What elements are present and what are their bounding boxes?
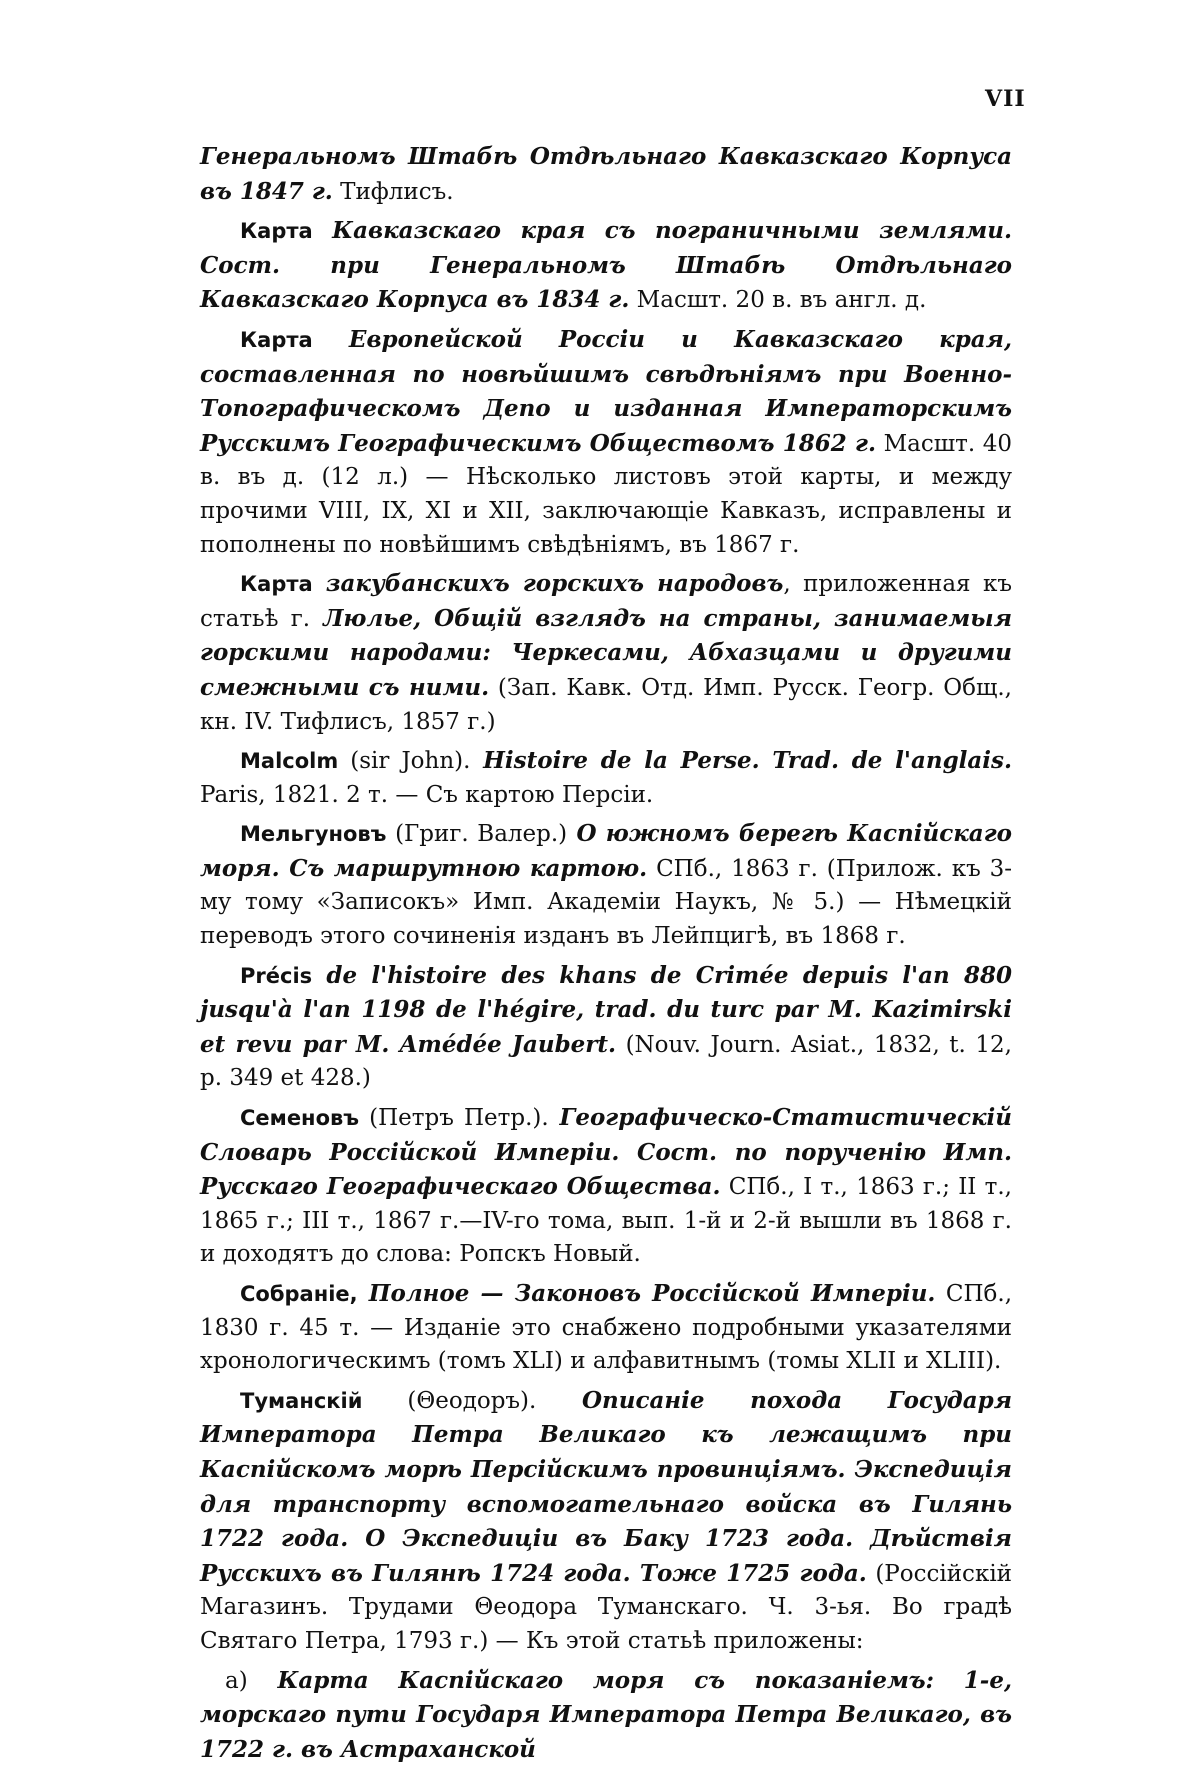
bibliography-entry <box>200 1384 1012 1659</box>
entry-title-italic: Кавказскаго края съ пограничными землями. Сост. при Генеральномъ Штабѣ Отдѣльнаго Кавказскаго Корпуса въ 1834 г. <box>200 217 1012 314</box>
entry-heading: Карта <box>240 219 313 244</box>
entry-text: Масшт. 20 в. въ англ. д. <box>629 287 927 314</box>
entry-title-italic: Карта Каспійскаго моря съ показаніемъ: 1-е, морскаго пути Государя Императора Петра Великаго, въ 1722 г. въ Астраханской <box>200 1666 1012 1763</box>
entry-heading: Собраніе, <box>240 1282 358 1306</box>
bibliography-text <box>200 140 1012 1767</box>
entry-heading: Туманскій <box>240 1388 363 1413</box>
entry-title-italic: Европейской Россіи и Кавказскаго края, составленная по новѣйшимъ свѣдѣніямъ при Военно-Топографическомъ Депо и изданная Императорскимъ Русскимъ Географическимъ Обществомъ 1862 г. <box>200 325 1012 457</box>
entry-title-italic: Генеральномъ Штабѣ Отдѣльнаго Кавказскаго Корпуса въ 1847 г. <box>200 143 1012 205</box>
entry-text: Paris, 1821. 2 т. — Съ картою Персіи. <box>200 781 654 808</box>
entry-title-italic: закубанскихъ горскихъ народовъ <box>312 570 784 598</box>
entry-title-italic: Полное — Законовъ Россійской Имперіи. <box>357 1280 936 1307</box>
entry-title-italic: de l'histoire des khans de Crimée depuis l'an 880 jusqu'à l'an 1198 de l'hégire, trad. du turc par M. Kazimirski et revu par M. Amédée Jaubert. <box>200 961 1012 1058</box>
entry-text: , приложенная къ статьѣ г. <box>200 571 1013 632</box>
entry-text: а) <box>225 1667 248 1694</box>
entry-text: Масшт. 40 в. въ д. (12 л.) — Нѣсколько листовъ этой карты, и между прочими VIII, IX, XI и XII, заключающіе Кавказъ, исправлены и пополнены по новѣйшимъ свѣдѣніямъ, въ 1867 г. <box>200 430 1012 558</box>
entry-text: (Nouv. Journ. Asiat., 1832, t. 12, p. 349 et 428.) <box>200 1031 1012 1092</box>
entry-text: СПб., 1863 г. (Прилож. къ 3-му тому «Записокъ» Имп. Академіи Наукъ, № 5.) — Нѣмецкій переводъ этого сочиненія изданъ въ Лейпцигѣ, въ 1868 г. <box>200 855 1012 950</box>
entry-title-italic: Географическо-Статистическій Словарь Россійской Имперіи. Сост. по порученію Имп. Русскаго Географическаго Общества. <box>200 1104 1012 1201</box>
bibliography-entry <box>200 214 1012 318</box>
entry-heading: Malcolm <box>240 749 339 774</box>
bibliography-entry <box>200 140 1012 209</box>
entry-text: (Зап. Кавк. Отд. Имп. Русск. Геогр. Общ., кн. IV. Тифлисъ, 1857 г.) <box>200 674 1012 735</box>
entry-text: СПб., 1830 г. 45 т. — Изданіе это снабжено подробными указателями хронологическимъ (томъ XLI) и алфавитнымъ (томы XLII и XLIII). <box>200 1281 1012 1375</box>
bibliography-entry <box>200 323 1012 562</box>
entry-title-italic: О южномъ берегѣ Каспійскаго моря. Съ маршрутною картою. <box>200 820 1012 882</box>
entry-title-italic: Histoire de la Perse. Trad. de l'anglais. <box>470 747 1012 775</box>
entry-text: (Россійскій Магазинъ. Трудами Θеодора Туманскаго. Ч. 3-ья. Во градѣ Святаго Петра, 1793 г.) — Къ этой статьѣ приложены: <box>200 1560 1013 1654</box>
page-number: VII <box>985 86 1026 112</box>
entry-heading: Précis <box>240 963 313 988</box>
entry-text: Тифлисъ. <box>332 178 454 205</box>
bibliography-entry <box>200 567 1012 739</box>
entry-text: (Θеодоръ). <box>362 1387 537 1414</box>
bibliography-entry <box>200 1664 1012 1767</box>
bibliography-entry <box>200 1101 1012 1272</box>
bibliography-entry <box>200 959 1012 1096</box>
entry-text: (Григ. Валер.) <box>386 821 568 848</box>
entry-title-italic: Люлье, Общій взглядъ на страны, занимаемыя горскими народами: Черкесами, Абхазцами и другими смежными съ ними. <box>200 604 1013 701</box>
entry-text: (sir John). <box>338 748 471 775</box>
entry-heading: Мельгуновъ <box>240 822 387 847</box>
entry-text: СПб., I т., 1863 г.; II т., 1865 г.; III т., 1867 г.—IV-го тома, вып. 1-й и 2-й вышли въ 1868 г. и доходятъ до слова: Ропскъ Новый. <box>200 1174 1012 1268</box>
bibliography-entry <box>200 817 1012 953</box>
entry-heading: Карта <box>240 327 313 352</box>
entry-heading: Семеновъ <box>240 1106 360 1131</box>
entry-heading: Карта <box>240 572 313 597</box>
entry-title-italic: Описаніе похода Государя Императора Петра Великаго къ лежащимъ при Каспійскомъ морѣ Персійскимъ провинціямъ. Экспедиція для транспорту вспомогательнаго войска въ Гилянь 1722 года. О Экспедиціи въ Баку 1723 года. Дѣйствія Русскихъ въ Гилянѣ 1724 года. Тоже 1725 года. <box>200 1386 1012 1587</box>
bibliography-entry <box>200 1277 1012 1379</box>
bibliography-entry <box>200 744 1012 812</box>
entry-text: (Петръ Петр.). <box>359 1105 549 1132</box>
